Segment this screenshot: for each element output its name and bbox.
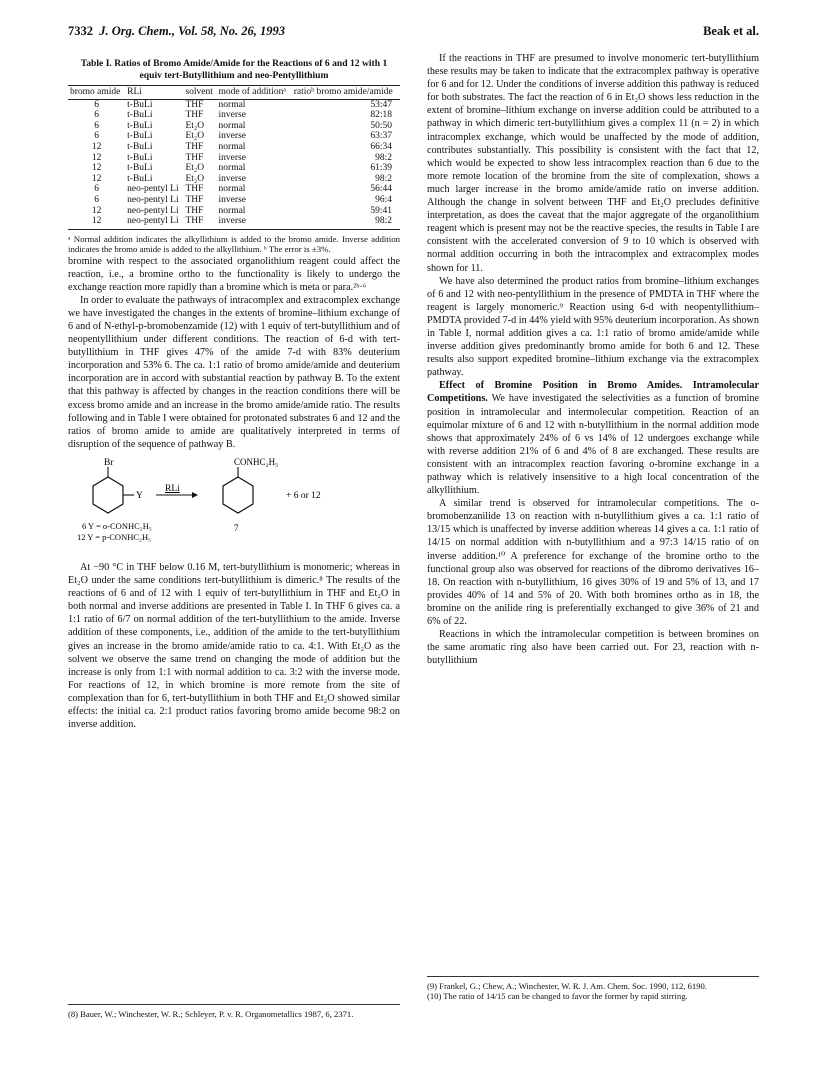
col-header-mode: mode of additionᵃ [217, 86, 292, 100]
cell: neo-pentyl Li [125, 216, 183, 229]
cell: 12 [91, 152, 102, 163]
cell: 12 [91, 173, 102, 184]
cell: 98:2 [375, 173, 392, 184]
cell: t-BuLi [127, 99, 153, 110]
cell: t-BuLi [127, 152, 153, 163]
cell: 63:37 [370, 131, 392, 142]
cell: neo-pentyl Li [127, 184, 179, 195]
cell: 98:2 [375, 152, 392, 163]
table-row [68, 121, 400, 132]
cell: neo-pentyl Li [127, 194, 179, 205]
cell: inverse [218, 131, 246, 142]
cell: normal [218, 205, 246, 216]
table-row [68, 216, 400, 229]
col-header-ratio: ratioᵇ bromo amide/amide [292, 86, 400, 100]
table-row [68, 131, 400, 142]
table-body [68, 99, 400, 229]
cell: Et₂O [185, 173, 205, 184]
cell: THF [185, 110, 204, 121]
rli-label: RLi [165, 483, 180, 494]
scheme-drawing [68, 455, 400, 555]
cell: 61:39 [370, 163, 392, 174]
bromine-label: Br [104, 457, 114, 468]
cell: 98:2 [292, 216, 400, 229]
cell: inverse [217, 216, 292, 229]
cell: 53:47 [370, 99, 392, 110]
col-header-bromo-amide: bromo amide [68, 86, 125, 100]
cell: 56:44 [370, 184, 392, 195]
body-paragraph: In order to evaluate the pathways of intracomplex and extracomplex exchange we have investigated the changes in the extents of bromine–lithium exchange of 6 and of N-ethyl-p-bromobenzamide (12) with 1 equiv of tert-butyllithium and of neopentyllithium under different conditions. The reaction of 6-d with tert-butyllithium in THF gives 47% of the amide 7-d with 83% deuterium incorporation and 53% 6. The ca. 1:1 ratio of bromo amide/amide and deuterium incorporation are in accord with substantial reaction by pathway B. To the extent that this pathway is affected by changes in the reaction conditions there will be excess bromo amide and an increase in the bromo amide/amide ratio. The results following and in Table I were obtained for protonated substrates 6 and 12 and the ratios of bromo amide to amide are qualitatively interpreted in terms of disruption of the sequence of pathway B. [68, 294, 400, 450]
cell: Et₂O [185, 120, 205, 131]
body-paragraph: bromine with respect to the associated organolithium reagent could affect the reaction, i.e., a bromine ortho to the functionality is likely to undergo the exchange reaction more rapidly than a bromine which is meta or para.²ᵇ·⁶ [68, 255, 400, 293]
right-column [427, 52, 759, 667]
benzene-ring-product [223, 477, 253, 513]
table-row [68, 206, 400, 217]
table-row [68, 110, 400, 121]
cell: inverse [218, 110, 246, 121]
cell: 6 [94, 120, 99, 131]
cell: THF [185, 152, 204, 163]
table-row [68, 195, 400, 206]
cell: t-BuLi [127, 141, 153, 152]
footnote: (8) Bauer, W.; Winchester, W. R.; Schleyer, P. v. R. Organometallics 1987, 6, 2371. [68, 1009, 354, 1019]
cell: 59:41 [370, 205, 392, 216]
cell: normal [218, 99, 246, 110]
section-paragraph [427, 379, 759, 497]
cell: 12 [91, 141, 102, 152]
cell: 6 [94, 194, 99, 205]
compound-7-label: 7 [234, 522, 239, 533]
cell: 12 [68, 216, 125, 229]
benzene-ring-reactant [93, 477, 123, 513]
table-caption: Table I. Ratios of Bromo Amide/Amide for the Reactions of 6 and 12 with 1 equiv tert-Butyllithium and neo-Pentyllithium [80, 58, 388, 81]
journal-citation: J. Org. Chem., Vol. 58, No. 26, 1993 [99, 24, 286, 38]
footnote: (9) Frankel, G.; Chew, A.; Winchester, W. R. J. Am. Chem. Soc. 1990, 112, 6190. [427, 981, 707, 991]
cell: THF [185, 205, 204, 216]
cell: THF [183, 216, 216, 229]
table-row [68, 174, 400, 185]
table-row [68, 153, 400, 164]
cell: 96:4 [375, 194, 392, 205]
cell: normal [218, 141, 246, 152]
cell: t-BuLi [127, 163, 153, 174]
page-header [68, 24, 759, 40]
cell: normal [218, 120, 246, 131]
cell: inverse [218, 152, 246, 163]
cell: THF [185, 184, 204, 195]
plus-label: + 6 or 12 [286, 490, 321, 501]
cell: 50:50 [370, 120, 392, 131]
table-footnote: ᵃ Normal addition indicates the alkyllithium is added to the bromo amide. Inverse addition indicates the bromo amide is added to the alkyllithium. ᵇ The error is ±3%. [68, 233, 400, 255]
cell: 12 [91, 205, 102, 216]
cell: 66:34 [370, 141, 392, 152]
body-paragraph: At −90 °C in THF below 0.16 M, tert-butyllithium is monomeric; whereas in Et₂O under the same conditions tert-butyllithium is dimeric.⁸ The results of the reactions of 6 and of 12 with 1 equiv of tert-butyllithium in THF and Et₂O in both normal and inverse additions are presented in Table I. In THF 6 gives ca. a 1:1 ratio of 6/7 on normal addition of the tert-butyllithium to the amide. Inverse addition of these components, i.e., addition of the amide to the tert-butyllithium gives an increase in the bromo amide/amide ratio to ca. 4:1. With Et₂O as the solvent we observe the same trend on changing the mode of addition but the increase is only from 1:1 with normal addition to ca. 3:2 with the inverse mode. For reactions of 12, in which bromine is more remote from the site of complexation than for 6, tert-butyllithium in both THF and Et₂O showed similar effects: the initial ca. 2:1 product ratios favoring bromo amide become 98:2 on inverse addition. [68, 561, 400, 731]
cell: t-BuLi [127, 131, 153, 142]
cell: t-BuLi [127, 173, 153, 184]
body-paragraph: A similar trend is observed for intramolecular competitions. The o-bromobenzanilide 13 on reaction with n-butyllithium gives a ca. 1:1 ratio of 13/15 which is unaffected by inverse addition whereas 14 gives a ca. 1:1 ratio of 14/15 on normal addition with n-butyllithium and a 97:3 14/15 ratio of on inverse addition.¹⁰ A preference for exchange of the bromine ortho to the functional group also was observed for reactions of the dibromo derivatives 16–18. On reaction with n-butyllithium, 16 gives 30% of 19 and 5% of 13, and 17 provides 40% of 14 and 5% of 20. With both bromines ortho as in 18, the bromine on the anilide ring is preferentially exchanged to give 36% of 21 and 6% of 22. [427, 498, 759, 628]
body-paragraph: If the reactions in THF are presumed to involve monomeric tert-butyllithium these results may be taken to indicate that the extracomplex pathway is operative for 6 and for 12. Under the conditions of inverse addition this pathway is reduced for both substrates. The fact the reaction of 6 in Et₂O shows less reduction in the extent of bromine–lithium exchange on inverse addition could be attributed to a pathway in which dimeric tert-butyllithium gives a complex 11 (n = 2) in which intracomplex exchange, which would be unaffected by the mode of addition, contributes substantially. This possibility is consistent with the fact that 12, which would be expected to show less intracomplex reaction than 6 due to the more remote location of the bromine from the site of complexation, shows a much larger increase in the bromo amide/amide ratio on inverse addition. Although the change in solvent between THF and Et₂O precludes definitive interpretation, as does the caveat that the major aggregate of the organolithium reagent which is present may not be the reactive species, the results in Table I are consistent with the accelerated conversion of 9 to 10 which is observed with normal addition occurring in both the intracomplex and extracomplex modes shown for 11. [427, 53, 759, 274]
cell: neo-pentyl Li [127, 205, 179, 216]
compound-12-label: 12 Y = p-CONHC₂H₅ [77, 531, 152, 542]
page-number: 7332 [68, 24, 93, 38]
cell: normal [218, 163, 246, 174]
cell: 6 [94, 110, 99, 121]
ratio-table [68, 85, 400, 230]
body-paragraph: Reactions in which the intramolecular competition is between bromines on the same aromatic ring also have been carried out. For 23, reaction with n-butyllithium [427, 629, 759, 667]
cell: Et₂O [185, 131, 205, 142]
table-row [68, 142, 400, 153]
table-row [68, 99, 400, 110]
cell: 6 [94, 184, 99, 195]
y-label: Y [136, 490, 143, 501]
section-first-text: We have investigated the selectivities as a function of bromine position in intramolecular and intermolecular competition. Reaction of an equimolar mixture of 6 and 12 with n-butyllithium in the normal addition mode shows that approximately 24% of 6 vs 14% of 12 undergoes exchange while with reverse addition 21% of 6 and 4% of 8 are exchanged. These results are consistent with an intracomplex reaction favoring o-bromine exchange in a pathway which is relatively insensitive to a high local concentration of the alkyllithium. [427, 393, 759, 497]
cell: 6 [94, 99, 99, 110]
cell: t-BuLi [127, 110, 153, 121]
arrow-head [192, 492, 198, 498]
cell: normal [218, 184, 246, 195]
table-header-row [68, 86, 400, 100]
col-header-rli: RLi [125, 86, 183, 100]
footnotes-right [427, 976, 759, 1001]
cell: Et₂O [185, 163, 205, 174]
footnote: (10) The ratio of 14/15 can be changed to favor the former by rapid stirring. [427, 991, 688, 1002]
cell: THF [185, 99, 204, 110]
cell: THF [185, 194, 204, 205]
reaction-scheme [68, 455, 400, 555]
cell: inverse [218, 194, 246, 205]
amide-group-label: CONHC₂H₅ [234, 456, 279, 467]
cell: 82:18 [370, 110, 392, 121]
cell: inverse [218, 173, 246, 184]
section-heading: Effect of Bromine Position in Bromo Amides. Intramolecular Competitions. [427, 380, 759, 405]
running-authors: Beak et al. [703, 24, 759, 38]
running-head [68, 24, 285, 39]
left-column [68, 52, 400, 731]
col-header-solvent: solvent [183, 86, 216, 100]
table-row [68, 163, 400, 174]
cell: 6 [94, 131, 99, 142]
cell: t-BuLi [127, 120, 153, 131]
table-row [68, 184, 400, 195]
compound-6-label: 6 Y = o-CONHC₂H₅ [82, 520, 152, 531]
footnotes-left [68, 1004, 400, 1019]
cell: THF [185, 141, 204, 152]
body-paragraph: We have also determined the product ratios from bromine–lithium exchanges of 6 and 12 with neo-pentyllithium in the presence of PMDTA in THF where the reagent is largely monomeric.⁹ Reaction using 6-d with neopentyllithium–PMDTA provided 7-d in 44% yield with 95% deuterium incorporation. As shown in Table I, normal addition gives a ca. 1:1 ratio of bromo amide/amide while inverse addition gives predominantly bromo amide for both 6 and 12. These results also support expedited bromine–lithium exchange via the extracomplex pathway. [427, 275, 759, 379]
cell: 12 [91, 163, 102, 174]
